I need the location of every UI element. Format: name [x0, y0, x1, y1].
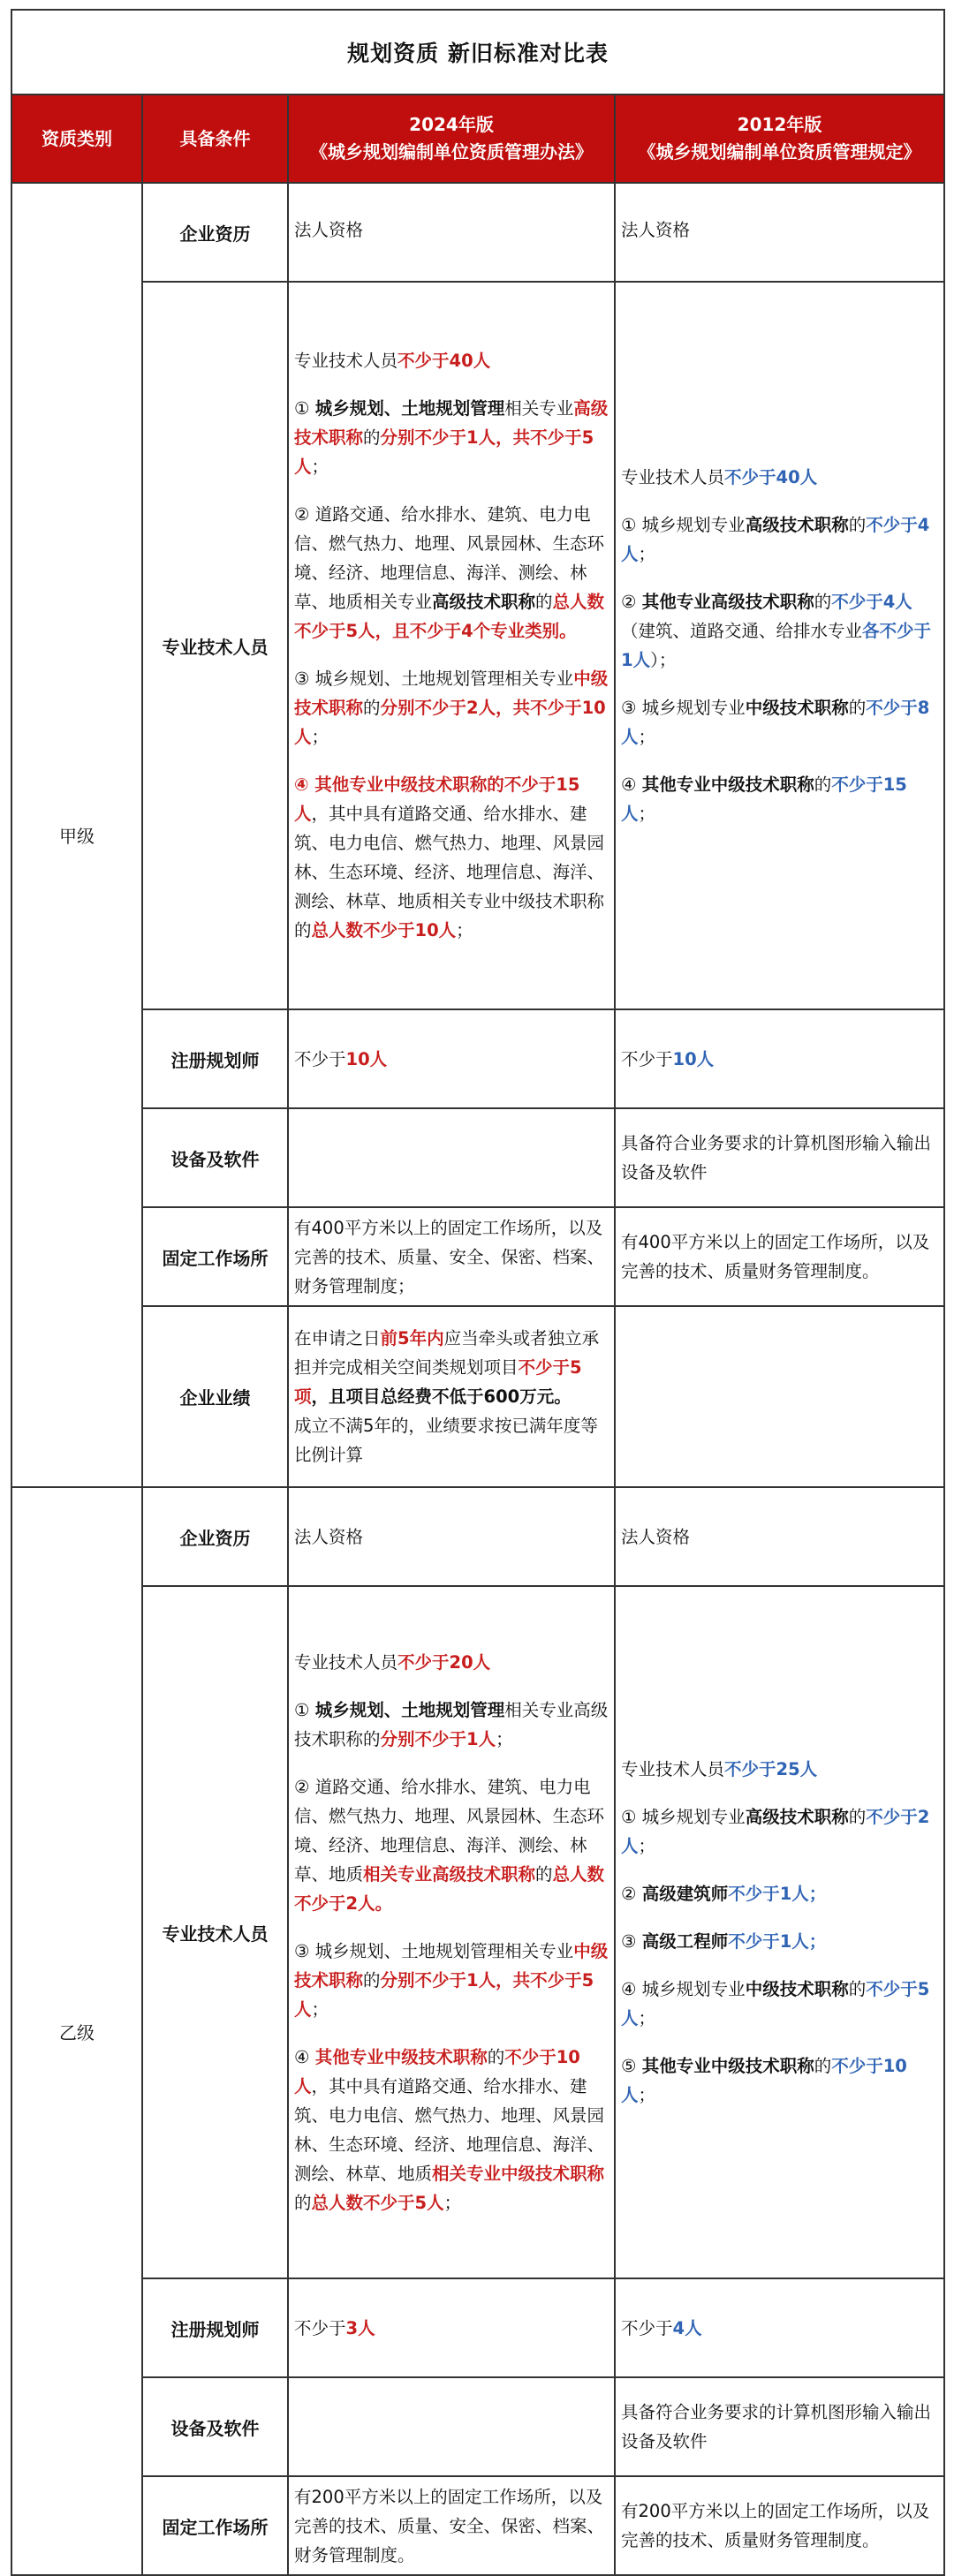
- highlight-text: 不少于10人: [294, 2046, 580, 2096]
- text: ；: [638, 2008, 656, 2028]
- bold-text: 高级技术职称: [745, 515, 849, 535]
- staff-item: [621, 510, 940, 569]
- text: 应当牵头或者独立承担并完成相关空间类规划项目: [294, 1328, 600, 1378]
- highlight-text: 总人数不少于2人。: [294, 1863, 605, 1914]
- staff-total: [294, 1648, 610, 1677]
- text: 专业技术人员: [294, 351, 398, 371]
- text: ；: [638, 727, 656, 747]
- text: 不少于: [621, 2317, 673, 2338]
- highlight-text: 不少于4人: [621, 515, 930, 564]
- condition-cell: 设备及软件: [142, 1108, 288, 1207]
- category-cell: 甲级: [11, 183, 142, 1487]
- highlight-text: 前5年内: [380, 1328, 444, 1348]
- highlight-text: 高级技术职称: [294, 398, 609, 448]
- header-2012-year: 2012年版: [737, 114, 822, 135]
- text: ① 城乡规划专业: [621, 1807, 746, 1827]
- old-standard-cell: 有200平方米以上的固定工作场所，以及完善的技术、质量财务管理制度。: [615, 2476, 944, 2575]
- highlight-text: 分别不少于1人，共不少于5人: [294, 1969, 594, 2020]
- new-standard-cell: 法人资格: [288, 183, 615, 282]
- text: ；: [638, 1836, 656, 1856]
- text: ②: [621, 592, 642, 612]
- text: 的: [848, 1979, 867, 1999]
- old-standard-cell: 具备符合业务要求的计算机图形输入输出设备及软件: [615, 2377, 944, 2476]
- highlight-text: 中级技术职称: [294, 669, 609, 718]
- text: ；: [311, 727, 329, 747]
- text: ④: [621, 774, 642, 795]
- staff-total: [294, 346, 610, 375]
- new-standard-cell: 法人资格: [288, 1487, 615, 1586]
- highlight-text: 相关专业中级技术职称: [432, 2163, 605, 2184]
- table-row: [11, 1009, 944, 1108]
- new-standard-cell: [288, 2278, 615, 2377]
- highlight-text: 不少于10人: [621, 2056, 907, 2105]
- category-cell: 乙级: [11, 1487, 142, 2575]
- condition-cell: 设备及软件: [142, 2377, 288, 2476]
- header-2024: [288, 94, 615, 183]
- old-standard-cell: [615, 2278, 944, 2377]
- highlight-text: 总人数不少于5人: [311, 2192, 444, 2213]
- performance-text: [294, 1324, 610, 1469]
- old-standard-cell: 具备符合业务要求的计算机图形输入输出设备及软件: [615, 1108, 944, 1207]
- bold-text: 中级技术职称: [745, 1979, 849, 1999]
- text: 的: [814, 592, 832, 612]
- highlight-text: 相关专业高级技术职称: [363, 1863, 536, 1885]
- table-row: [11, 1207, 944, 1306]
- text: ；: [443, 2192, 462, 2213]
- new-standard-cell: [288, 1586, 615, 2278]
- comparison-table: [11, 9, 945, 2576]
- new-standard-cell: [288, 2377, 615, 2476]
- text: 的: [363, 427, 381, 448]
- text: 的: [294, 2192, 312, 2213]
- header-2024-year: 2024年版: [409, 114, 494, 135]
- highlight-text: 4人: [672, 2317, 702, 2338]
- highlight-text: 不少于25人: [724, 1759, 818, 1779]
- table-title: 规划资质 新旧标准对比表: [11, 10, 944, 94]
- highlight-text: 中级技术职称: [294, 1940, 609, 1991]
- text: ）；: [650, 650, 677, 670]
- condition-cell: 固定工作场所: [142, 1207, 288, 1306]
- text: ；: [638, 544, 656, 564]
- text: 不少于: [294, 2317, 346, 2338]
- text: ，其中具有道路交通、给水排水、建筑、电力电信、燃气热力、地理、风景园林、生态环境、经济、地理信息、海洋、测绘、林草、地质相关专业中级技术职称的: [294, 804, 605, 941]
- text: ；: [456, 920, 473, 941]
- highlight-text: 不少于1人；: [728, 1884, 827, 1904]
- highlight-text: 不少于40人: [398, 351, 491, 371]
- text: 不少于: [621, 1048, 673, 1069]
- text: ③ 城乡规划、土地规划管理相关专业: [294, 669, 574, 689]
- new-standard-cell: [288, 1108, 615, 1207]
- header-condition: 具备条件: [142, 94, 288, 183]
- text: 的: [535, 1863, 553, 1885]
- header-category: 资质类别: [11, 94, 142, 183]
- new-standard-cell: 有400平方米以上的固定工作场所，以及完善的技术、质量、安全、保密、档案、财务管理制度；: [288, 1207, 615, 1306]
- old-standard-cell: 法人资格: [615, 1487, 944, 1586]
- highlight-text: 不少于1人；: [728, 1931, 827, 1952]
- staff-total: [621, 1755, 940, 1784]
- old-standard-cell: 法人资格: [615, 183, 944, 282]
- staff-item: [621, 693, 940, 752]
- staff-item: [294, 770, 610, 945]
- table-row: [11, 2278, 944, 2377]
- text: 的: [363, 698, 381, 718]
- old-standard-cell: 有400平方米以上的固定工作场所，以及完善的技术、质量财务管理制度。: [615, 1207, 944, 1306]
- table-row: [11, 1306, 944, 1487]
- highlight-text: 10人: [672, 1048, 715, 1069]
- staff-item: [621, 587, 940, 675]
- text: ① 城乡规划专业: [621, 515, 746, 535]
- bold-text: 高级技术职称: [745, 1807, 849, 1827]
- bold-text: 中级技术职称: [745, 698, 849, 718]
- text: ，其中具有道路交通、给水排水、建筑、电力电信、燃气热力、地理、风景园林、生态环境、经济、地理信息、海洋、测绘、林草、地质: [294, 2075, 605, 2184]
- text: （建筑、道路交通、给排水专业: [621, 621, 863, 641]
- text: 的: [487, 2046, 505, 2067]
- highlight-text: 不少于8人: [621, 698, 930, 747]
- old-standard-cell: [615, 1009, 944, 1108]
- highlight-text: 不少于4人: [831, 592, 912, 612]
- condition-cell: 注册规划师: [142, 1009, 288, 1108]
- highlight-text: 3人: [345, 2317, 375, 2338]
- text: ；: [311, 457, 329, 477]
- staff-item: [294, 1772, 610, 1918]
- staff-item: [621, 1802, 940, 1861]
- staff-item: [621, 1975, 940, 2033]
- table-row: [11, 2377, 944, 2476]
- new-standard-cell: [288, 1306, 615, 1487]
- bold-text: 高级工程师: [641, 1931, 729, 1952]
- condition-cell: 专业技术人员: [142, 1586, 288, 2278]
- text: 专业技术人员: [621, 467, 725, 487]
- text: 专业技术人员: [294, 1651, 398, 1673]
- table-row: [11, 282, 944, 1009]
- highlight-text: 不少于40人: [724, 467, 818, 487]
- highlight-text: 不少于5人: [621, 1979, 930, 2028]
- condition-cell: 注册规划师: [142, 2278, 288, 2377]
- highlight-text: ④ 其他专业中级技术职称的不少于15人: [294, 774, 580, 824]
- staff-item: [294, 664, 610, 752]
- highlight-text: 不少于20人: [398, 1651, 491, 1673]
- text: ③ 城乡规划、土地规划管理相关专业: [294, 1940, 574, 1961]
- text: 的: [848, 1807, 867, 1827]
- bold-text: 高级技术职称: [432, 592, 536, 612]
- text: ② 道路交通、给水排水、建筑、电力电信、燃气热力、地理、风景园林、生态环境、经济、地理信息、海洋、测绘、林草、地质相关专业: [294, 504, 605, 612]
- new-standard-cell: [288, 1009, 615, 1108]
- highlight-text: 不少于2人: [621, 1807, 930, 1856]
- highlight-text: 不少于5项: [294, 1357, 582, 1407]
- header-2024-name: 《城乡规划编制单位资质管理办法》: [310, 141, 593, 162]
- text: ④ 城乡规划专业: [621, 1979, 746, 1999]
- text: ；: [496, 1728, 513, 1749]
- old-standard-cell: [615, 1586, 944, 2278]
- table-row: [11, 183, 944, 282]
- condition-cell: 企业资历: [142, 183, 288, 282]
- highlight-text: 总人数不少于5人，且不少于4个专业类别。: [294, 592, 605, 641]
- table-row: [11, 2476, 944, 2575]
- comparison-table-container: [11, 9, 943, 2576]
- highlight-text: 分别不少于2人，共不少于10人: [294, 698, 606, 747]
- text: 的: [848, 515, 867, 535]
- table-row: [11, 1586, 944, 2278]
- table-row: [11, 1487, 944, 1586]
- text: 的: [814, 774, 832, 795]
- bold-text: 其他专业中级技术职称: [641, 2056, 814, 2076]
- text: 在申请之日: [294, 1328, 381, 1348]
- text: 专业技术人员: [621, 1759, 725, 1779]
- staff-item: [294, 2043, 610, 2217]
- bold-text: 其他专业中级技术职称: [641, 774, 814, 795]
- highlight-text: 不少于15人: [621, 774, 907, 824]
- text: 相关专业: [504, 398, 574, 419]
- bold-text: 其他专业高级技术职称: [641, 592, 814, 612]
- text: ；: [311, 1998, 329, 2020]
- staff-item: [621, 1927, 940, 1956]
- bold-text: 高级建筑师: [641, 1884, 729, 1904]
- highlight-text: 10人: [345, 1048, 388, 1069]
- text: ②: [621, 1884, 642, 1904]
- highlight-text: 总人数不少于10人: [311, 920, 457, 941]
- condition-cell: 企业资历: [142, 1487, 288, 1586]
- text: ①: [294, 1699, 315, 1720]
- header-2012-name: 《城乡规划编制单位资质管理规定》: [638, 141, 921, 162]
- staff-item: [294, 500, 610, 646]
- staff-item: [621, 1879, 940, 1908]
- highlight-text: 其他专业中级技术职称: [314, 2046, 488, 2067]
- text: ；: [638, 2085, 656, 2105]
- new-standard-cell: [288, 282, 615, 1009]
- staff-item: [621, 2051, 940, 2110]
- condition-cell: 企业业绩: [142, 1306, 288, 1487]
- staff-item: [294, 1937, 610, 2024]
- text: 相关专业高级技术职称的: [294, 1699, 609, 1749]
- staff-total: [621, 463, 940, 492]
- staff-item: [294, 1696, 610, 1754]
- text: ；: [638, 804, 656, 824]
- text: 的: [814, 2056, 832, 2076]
- text: 的: [848, 698, 867, 718]
- highlight-text: 分别不少于1人: [380, 1728, 496, 1749]
- text: ④: [294, 2046, 315, 2067]
- header-row: [11, 94, 944, 183]
- text: 成立不满5年的，业绩要求按已满年度等比例计算: [294, 1416, 598, 1465]
- text: ② 道路交通、给水排水、建筑、电力电信、燃气热力、地理、风景园林、生态环境、经济、地理信息、海洋、测绘、林草、地质: [294, 1776, 605, 1885]
- table-row: [11, 1108, 944, 1207]
- text: 不少于: [294, 1048, 346, 1069]
- bold-text: 城乡规划、土地规划管理: [314, 1699, 505, 1720]
- title-row: [11, 10, 944, 94]
- highlight-text: 各不少于1人: [621, 621, 932, 670]
- header-2012: [615, 94, 944, 183]
- new-standard-cell: 有200平方米以上的固定工作场所，以及完善的技术、质量、安全、保密、档案、财务管理制度。: [288, 2476, 615, 2575]
- text: 的: [535, 592, 553, 612]
- bold-text: ，且项目总经费不低于600万元。: [311, 1386, 572, 1407]
- highlight-text: 分别不少于1人，共不少于5人: [294, 427, 594, 477]
- text: ⑤: [621, 2056, 642, 2076]
- staff-item: [294, 394, 610, 481]
- staff-item: [621, 770, 940, 828]
- condition-cell: 固定工作场所: [142, 2476, 288, 2575]
- text: 的: [363, 1969, 381, 1991]
- text: ①: [294, 398, 315, 419]
- old-standard-cell: [615, 1306, 944, 1487]
- old-standard-cell: [615, 282, 944, 1009]
- condition-cell: 专业技术人员: [142, 282, 288, 1009]
- bold-text: 城乡规划、土地规划管理: [314, 398, 505, 419]
- text: ③: [621, 1931, 642, 1952]
- text: ③ 城乡规划专业: [621, 698, 746, 718]
